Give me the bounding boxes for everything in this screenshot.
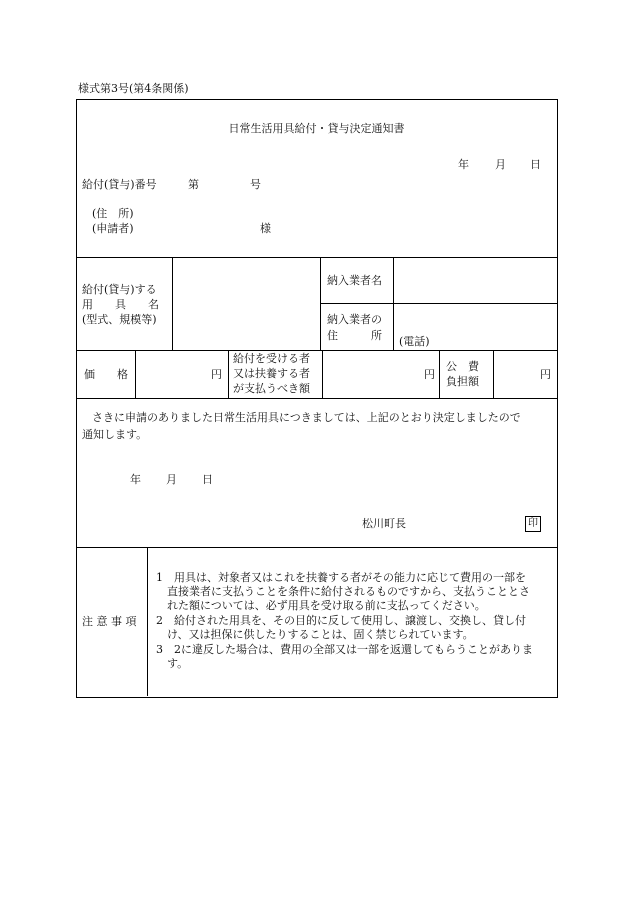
payer-label-line1: 給付を受ける者: [233, 352, 310, 365]
divider-item-col2: [320, 257, 321, 350]
item-label-line3: (型式、規模等): [82, 313, 157, 326]
payer-label-line2: 又は扶養する者: [233, 367, 310, 380]
divider-price-col2: [228, 350, 229, 398]
date-top-year: 年: [458, 158, 469, 171]
date-bottom-month: 月: [166, 473, 177, 486]
form-number-label: 様式第3号(第4条関係): [78, 82, 189, 95]
divider-price-col3: [322, 350, 323, 398]
divider-price: [76, 398, 557, 399]
public-burden-unit: 円: [540, 368, 551, 381]
document-title: 日常生活用具給付・貸与決定通知書: [228, 122, 405, 135]
divider-item-col1: [172, 257, 173, 350]
notes-label: 注 意 事 項: [82, 615, 137, 628]
date-bottom-year: 年: [130, 473, 141, 486]
date-top-day: 日: [530, 158, 541, 171]
note-line: 3 2に違反した場合は、費用の全部又は一部を返還してもらうことがありま: [156, 643, 533, 656]
note-line: 2 給付された用具を、その目的に反して使用し、譲渡し、交換し、貸し付: [156, 614, 526, 627]
address-label: (住 所): [92, 207, 134, 220]
item-label-line1: 給付(貸与)する: [82, 283, 157, 296]
price-unit: 円: [211, 368, 222, 381]
supplier-name-label: 納入業者名: [327, 274, 382, 287]
item-label-line2: 用 具 名: [82, 298, 159, 311]
seal-mark: 印: [525, 516, 541, 532]
honorific-sama: 様: [260, 222, 271, 235]
public-burden-line1: 公 費: [446, 360, 479, 373]
mayor-title: 松川町長: [362, 517, 406, 530]
divider-notes-col: [147, 547, 148, 696]
price-label: 価 格: [84, 368, 128, 381]
supplier-address-line2: 住 所: [327, 329, 382, 342]
divider-price-col5: [493, 350, 494, 398]
divider-supplier: [320, 303, 557, 304]
divider-item-col3: [393, 257, 394, 350]
notice-text-line1: さきに申請のありました日常生活用具につきましては、上記のとおり決定しましたので: [92, 411, 521, 424]
phone-label: (電話): [399, 335, 430, 348]
date-top-month: 月: [495, 158, 506, 171]
grant-number-label: 給付(貸与)番号: [82, 178, 157, 191]
notice-text-line2: 通知します。: [82, 428, 148, 441]
note-line: 1 用具は、対象者又はこれを扶養する者がその能力に応じて費用の一部を: [156, 571, 526, 584]
applicant-label: (申請者): [92, 222, 134, 235]
payer-label-line3: が支払うべき額: [233, 382, 310, 395]
note-line: け、又は担保に供したりすることは、固く禁じられています。: [156, 628, 474, 641]
note-line: 直接業者に支払うことを条件に給付されるものですから、支払うこととさ: [156, 585, 530, 598]
divider-price-col1: [135, 350, 136, 398]
payer-unit: 円: [424, 368, 435, 381]
supplier-address-line1: 納入業者の: [327, 313, 382, 326]
note-line: す。: [156, 657, 189, 670]
divider-notice: [76, 547, 557, 548]
note-line: れた額については、必ず用具を受け取る前に支払ってください。: [156, 599, 486, 612]
public-burden-line2: 負担額: [446, 375, 479, 388]
divider-header: [76, 257, 557, 258]
grant-number-dai: 第: [188, 178, 199, 191]
date-bottom-day: 日: [202, 473, 213, 486]
divider-item: [76, 350, 557, 351]
divider-price-col4: [439, 350, 440, 398]
grant-number-go: 号: [250, 178, 261, 191]
